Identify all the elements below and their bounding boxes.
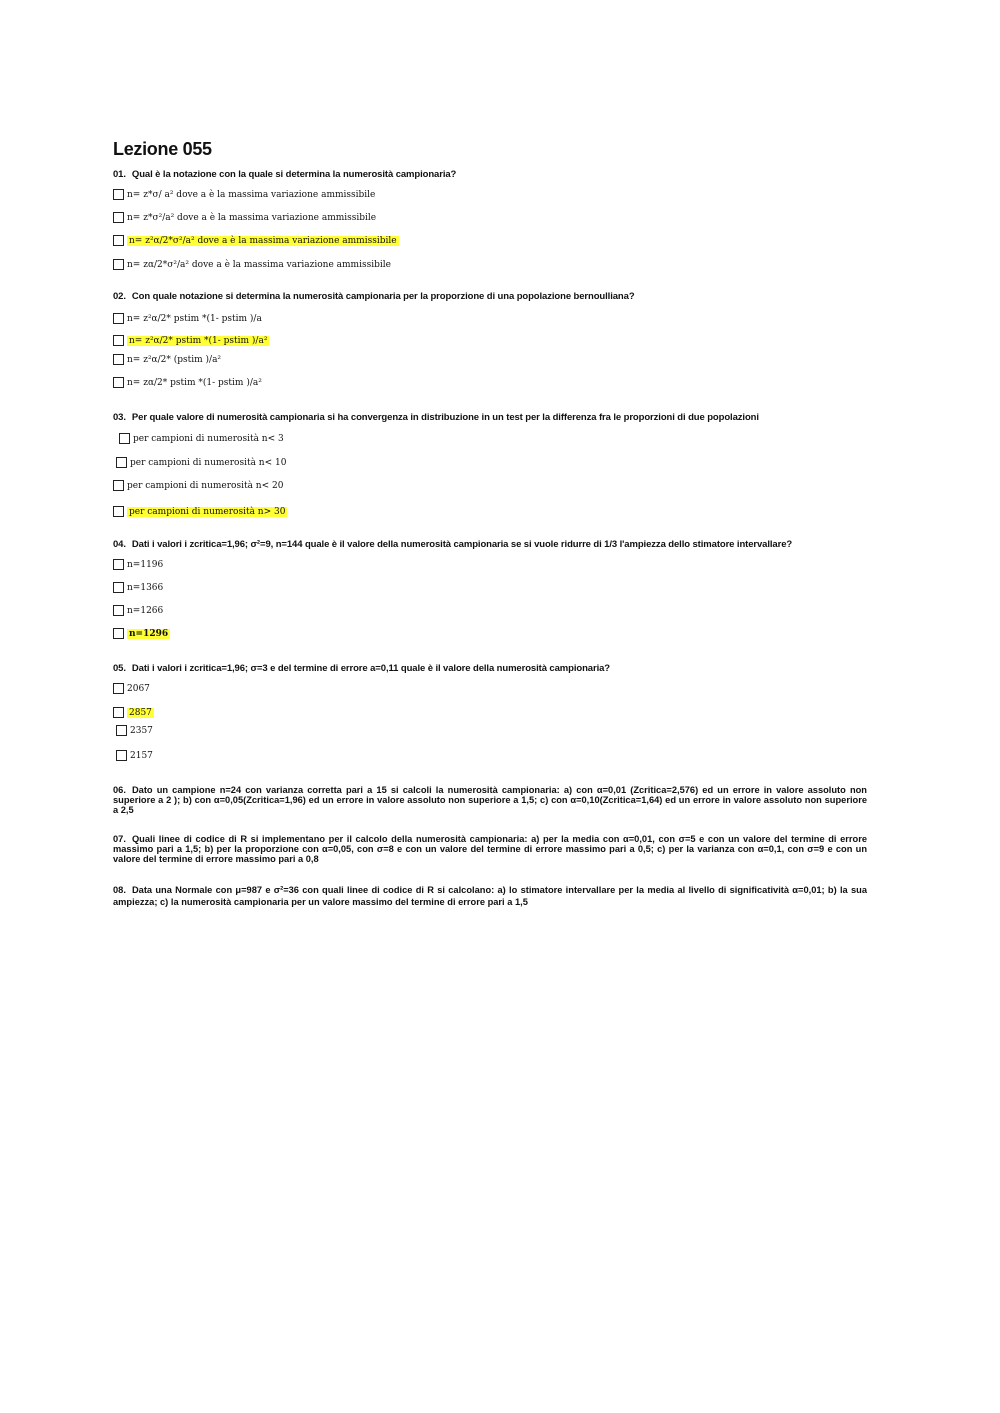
checkbox[interactable] bbox=[113, 582, 124, 593]
question-text: Dati i valori i zcritica=1,96; σ=3 e del termine di errore a=0,11 quale è il valore della numerosità campionaria? bbox=[131, 663, 610, 674]
q05-option-4 bbox=[116, 750, 153, 762]
option-label: n=1366 bbox=[127, 583, 164, 593]
option-label: n= z*σ/ a² dove a è la massima variazione ammissibile bbox=[127, 190, 376, 200]
checkbox[interactable] bbox=[116, 750, 127, 761]
checkbox[interactable] bbox=[113, 707, 124, 718]
q02-option-2 bbox=[113, 335, 269, 347]
question-number: 04. bbox=[113, 539, 126, 550]
checkbox[interactable] bbox=[113, 480, 124, 491]
question-number: 02. bbox=[113, 291, 126, 302]
q05-option-3 bbox=[116, 725, 153, 737]
q01-option-3 bbox=[113, 235, 399, 247]
option-label-highlighted: n= z²α/2*σ²/a² dove a è la massima variazione ammissibile bbox=[129, 236, 397, 246]
option-label: 2157 bbox=[130, 751, 153, 761]
question-08 bbox=[113, 884, 867, 908]
question-text: Dato un campione n=24 con varianza corretta pari a 15 si calcoli la numerosità campionaria: a) con α=0,01 (Zcritica=2,576) ed un errore in valore assoluto non superiore a 2 ); b) con α=0,05(Zcritica=1,96) ed un errore in valore assoluto non superiore a 1,5; c) con α=0,10(Zcritica=1,64) ed un errore in valore assoluto non superiore a 2,5 bbox=[113, 785, 867, 815]
q01-option-2 bbox=[113, 212, 376, 224]
q04-option-4 bbox=[113, 628, 170, 640]
option-label: n= zα/2*σ²/a² dove a è la massima variazione ammissibile bbox=[127, 260, 391, 270]
question-text: Dati i valori i zcritica=1,96; σ²=9, n=144 quale è il valore della numerosità campionaria se si vuole ridurre di 1/3 l'ampiezza dello stimatore intervallare? bbox=[131, 539, 793, 550]
question-text: Con quale notazione si determina la numerosità campionaria per la proporzione di una popolazione bernoulliana? bbox=[131, 291, 635, 302]
checkbox[interactable] bbox=[116, 725, 127, 736]
option-label: n=1266 bbox=[127, 606, 164, 616]
checkbox[interactable] bbox=[113, 683, 124, 694]
q04-option-2 bbox=[113, 582, 163, 594]
checkbox[interactable] bbox=[113, 212, 124, 223]
q03-option-3 bbox=[113, 480, 283, 492]
q01-option-1 bbox=[113, 189, 375, 201]
q04-option-3 bbox=[113, 605, 163, 617]
q02-option-4 bbox=[113, 377, 262, 389]
checkbox[interactable] bbox=[113, 506, 124, 517]
question-number: 06. bbox=[113, 785, 126, 795]
checkbox[interactable] bbox=[113, 235, 124, 246]
q03-option-2 bbox=[116, 457, 286, 469]
checkbox[interactable] bbox=[113, 259, 124, 270]
option-label: n= z²α/2* pstim *(1- pstim )/a bbox=[127, 314, 262, 324]
option-label: per campioni di numerosità n< 20 bbox=[127, 481, 284, 491]
option-label-highlighted: 2857 bbox=[129, 708, 152, 718]
checkbox[interactable] bbox=[113, 559, 124, 570]
question-03 bbox=[113, 412, 759, 423]
question-02 bbox=[113, 291, 635, 302]
checkbox[interactable] bbox=[113, 189, 124, 200]
question-text: Qual è la notazione con la quale si determina la numerosità campionaria? bbox=[131, 169, 457, 180]
option-label: n= zα/2* pstim *(1- pstim )/a² bbox=[127, 378, 262, 388]
checkbox[interactable] bbox=[116, 457, 127, 468]
q01-option-4 bbox=[113, 259, 391, 271]
question-05 bbox=[113, 663, 610, 674]
q02-option-1 bbox=[113, 313, 262, 325]
question-number: 05. bbox=[113, 663, 126, 674]
option-label: per campioni di numerosità n< 10 bbox=[130, 458, 287, 468]
question-number: 01. bbox=[113, 169, 126, 180]
question-number: 03. bbox=[113, 412, 126, 423]
question-07 bbox=[113, 834, 867, 864]
option-label: n= z²α/2* (pstim )/a² bbox=[127, 355, 222, 365]
checkbox[interactable] bbox=[113, 354, 124, 365]
q03-option-4 bbox=[113, 506, 287, 518]
question-04 bbox=[113, 539, 792, 550]
option-label: 2357 bbox=[130, 726, 153, 736]
question-text: Data una Normale con μ=987 e σ²=36 con quali linee di codice di R si calcolano: a) lo stimatore intervallare per la media al livello di significatività α=0,01; b) la sua ampiezza; c) la numerosità campionaria per un valore massimo del termine di errore pari a 1,5 bbox=[113, 885, 867, 907]
checkbox[interactable] bbox=[113, 313, 124, 324]
option-label-highlighted: per campioni di numerosità n> 30 bbox=[129, 507, 286, 517]
page-title: Lezione 055 bbox=[113, 139, 212, 159]
option-label: per campioni di numerosità n< 3 bbox=[133, 434, 284, 444]
question-number: 08. bbox=[113, 885, 126, 895]
option-label-highlighted: n= z²α/2* pstim *(1- pstim )/a² bbox=[129, 336, 268, 346]
checkbox[interactable] bbox=[113, 605, 124, 616]
option-label-highlighted: n=1296 bbox=[129, 629, 169, 639]
option-label: n=1196 bbox=[127, 560, 164, 570]
q05-option-2 bbox=[113, 707, 154, 719]
checkbox[interactable] bbox=[113, 377, 124, 388]
q02-option-3 bbox=[113, 354, 221, 366]
checkbox[interactable] bbox=[113, 628, 124, 639]
question-06 bbox=[113, 785, 867, 815]
checkbox[interactable] bbox=[113, 335, 124, 346]
question-text: Quali linee di codice di R si implementano per il calcolo della numerosità campionaria: a) per la media con α=0,01, con σ=5 e con un valore del termine di errore massimo pari a 1,5; b) per la proporzione con α=0,05, con σ=8 e con un valore del termine di errore massimo pari a 0,5; c) per la varianza con α=0,1, con σ=9 e con un valore del termine di errore massimo pari a 0,8 bbox=[113, 834, 867, 864]
question-text: Per quale valore di numerosità campionaria si ha convergenza in distribuzione in un test per la differenza fra le proporzioni di due popolazioni bbox=[131, 412, 759, 423]
option-label: n= z*σ²/a² dove a è la massima variazione ammissibile bbox=[127, 213, 377, 223]
q03-option-1 bbox=[119, 433, 284, 445]
question-01 bbox=[113, 169, 456, 180]
q04-option-1 bbox=[113, 559, 163, 571]
q05-option-1 bbox=[113, 683, 150, 695]
question-number: 07. bbox=[113, 834, 126, 844]
option-label: 2067 bbox=[127, 684, 150, 694]
checkbox[interactable] bbox=[119, 433, 130, 444]
